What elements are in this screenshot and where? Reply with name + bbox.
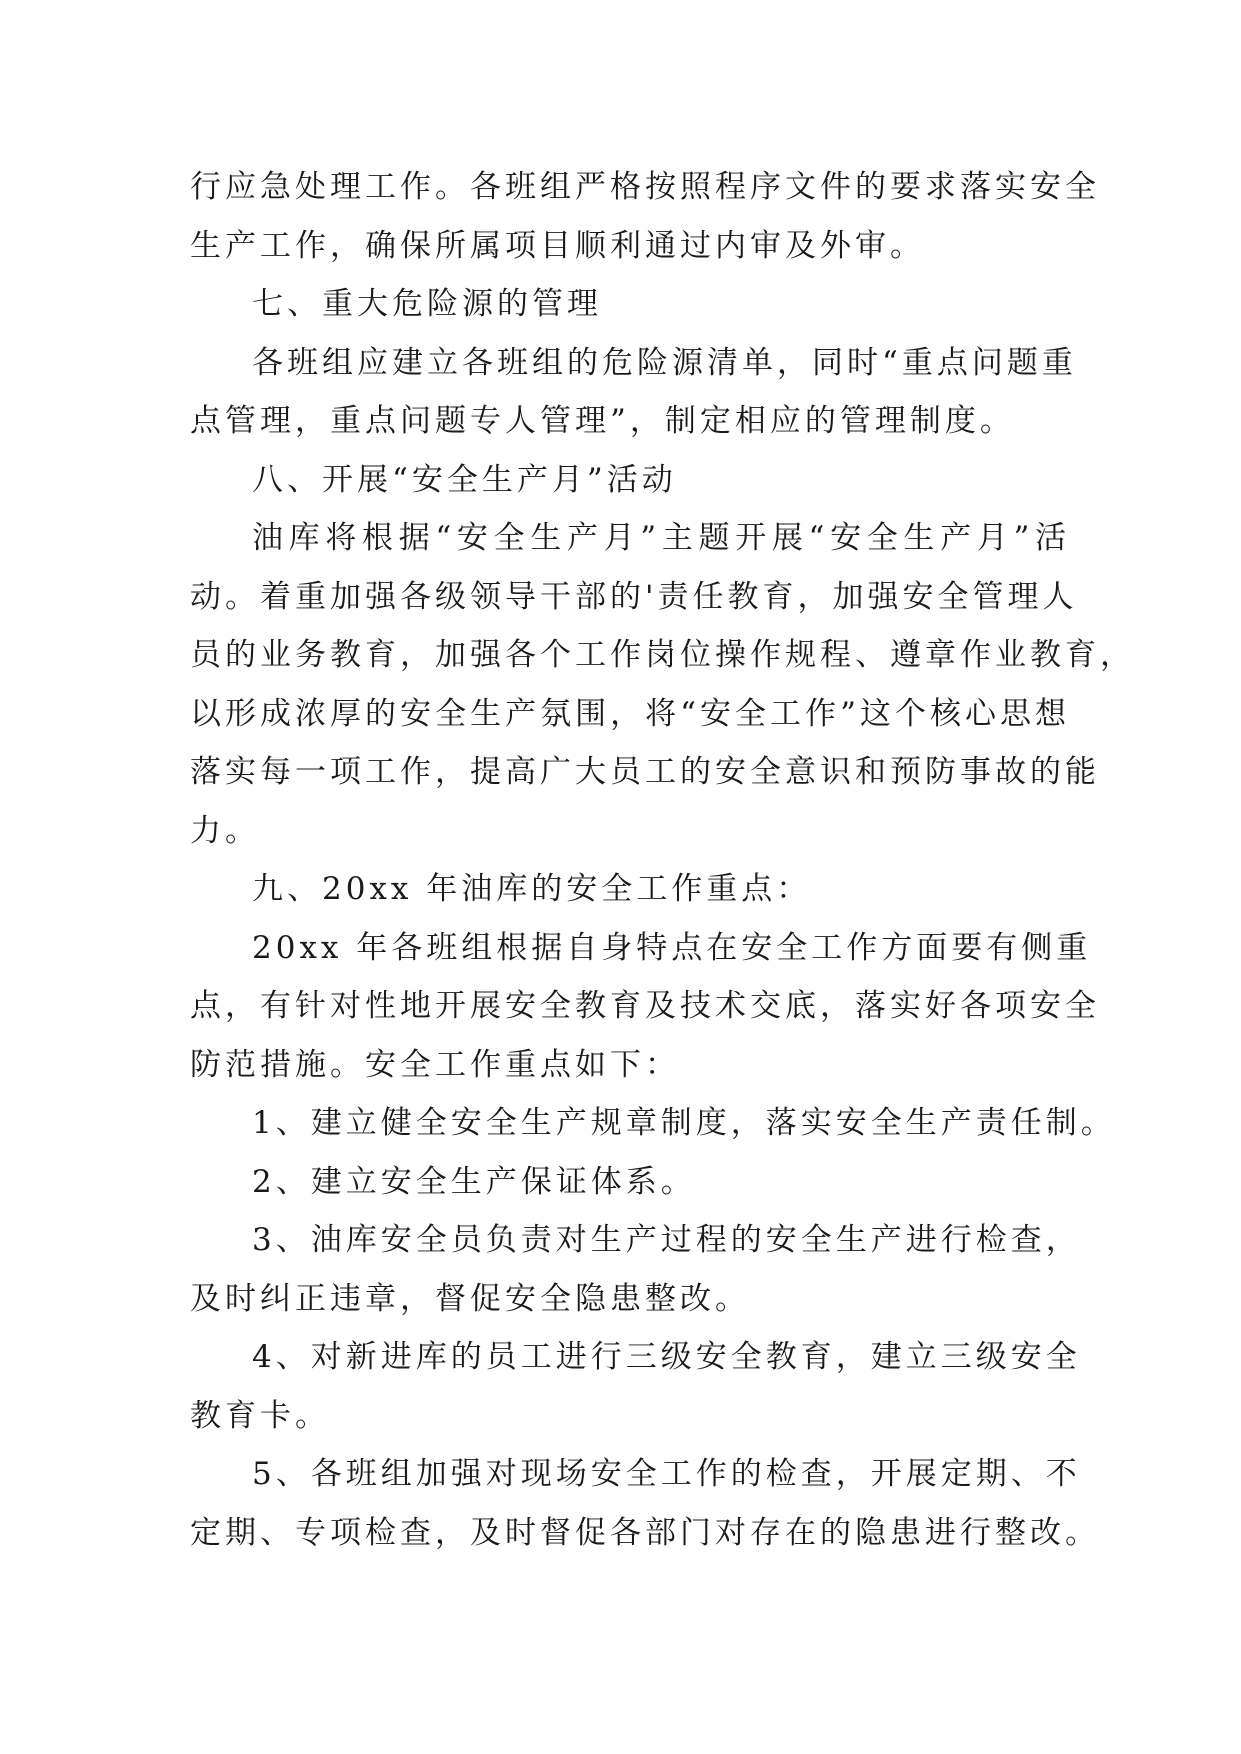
text-line: 定期、专项检查，及时督促各部门对存在的隐患进行整改。	[190, 1514, 1100, 1551]
text-line: 及时纠正违章，督促安全隐患整改。	[190, 1280, 750, 1317]
paragraph	[190, 275, 1070, 334]
text-line: 教育卡。	[190, 1397, 330, 1434]
text-line: 行应急处理工作。各班组严格按照程序文件的要求落实安全	[190, 169, 1100, 205]
paragraph	[190, 860, 1070, 919]
text-line: 点管理，重点问题专人管理”，制定相应的管理制度。	[190, 403, 1015, 439]
text-line: 九、20xx 年油库的安全工作重点：	[252, 871, 812, 907]
text-line: 八、开展“安全生产月”活动	[252, 461, 677, 498]
text-line: 3、油库安全员负责对生产过程的安全生产进行检查，	[252, 1222, 1081, 1258]
text-line: 以形成浓厚的安全生产氛围，将“安全工作”这个核心思想	[190, 695, 1070, 732]
paragraph	[190, 1094, 1116, 1153]
paragraph	[190, 509, 1135, 860]
text-line: 1、建立健全安全生产规章制度，落实安全生产责任制。	[252, 1105, 1116, 1141]
text-line: 点，有针对性地开展安全教育及技术交底，落实好各项安全	[190, 988, 1100, 1024]
text-line: 2、建立安全生产保证体系。	[252, 1163, 696, 1200]
text-line: 油库将根据“安全生产月”主题开展“安全生产月”活	[252, 520, 1070, 556]
document-body	[190, 158, 1135, 1562]
text-line: 5、各班组加强对现场安全工作的检查，开展定期、不	[252, 1456, 1081, 1492]
paragraph	[190, 1445, 1100, 1562]
text-line: 力。	[190, 812, 260, 849]
text-line: 20xx 年各班组根据自身特点在安全工作方面要有侧重	[252, 929, 1092, 966]
paragraph	[190, 334, 1077, 451]
text-line: 七、重大危险源的管理	[252, 286, 602, 322]
paragraph	[190, 919, 1100, 1095]
text-line: 各班组应建立各班组的危险源清单，同时“重点问题重	[252, 344, 1077, 381]
text-line: 动。着重加强各级领导干部的'责任教育，加强安全管理人	[190, 578, 1078, 615]
paragraph	[190, 1153, 1070, 1212]
paragraph	[190, 451, 1070, 510]
text-line: 生产工作，确保所属项目顺利通过内审及外审。	[190, 227, 925, 264]
text-line: 防范措施。安全工作重点如下：	[190, 1046, 680, 1083]
text-line: 4、对新进库的员工进行三级安全教育，建立三级安全	[252, 1339, 1081, 1375]
text-line: 员的业务教育，加强各个工作岗位操作规程、遵章作业教育，	[190, 637, 1135, 673]
paragraph	[190, 1211, 1081, 1328]
paragraph	[190, 158, 1100, 275]
text-line: 落实每一项工作，提高广大员工的安全意识和预防事故的能	[190, 754, 1100, 790]
paragraph	[190, 1328, 1081, 1445]
